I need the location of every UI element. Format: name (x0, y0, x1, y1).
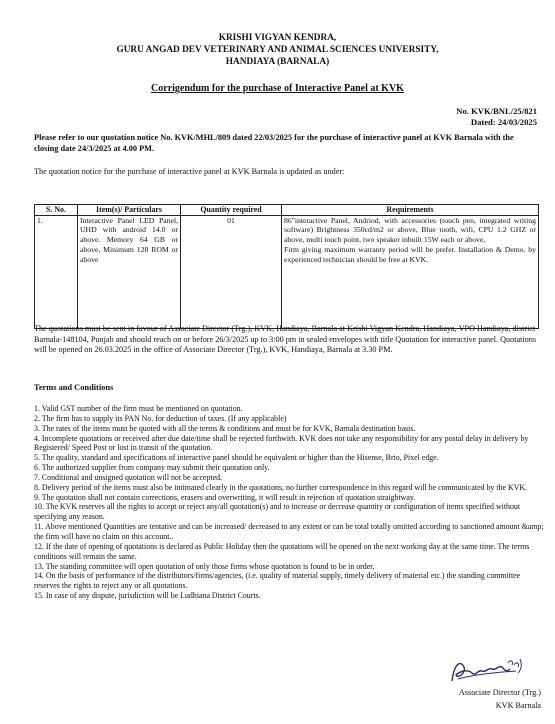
term-item: 6. The authorized supplier from company may submit their quotation only. (34, 463, 270, 473)
term-item: 4. Incomplete quotations or received after due date/time shall be rejected forthwith. KVK does not take any responsibility for any postal delay in delivery by Registered/ Speed Post or lost in transit of the quotation. (34, 433, 529, 453)
org-name: KRISHI VIGYAN KENDRA, (218, 33, 337, 43)
table-header-row (35, 205, 539, 216)
term-item: 13. The standing committee will open quotation of only those firms whose quotation is found to be in order. (34, 561, 375, 571)
term-item: 11. Above mentioned Quantities are tentative and can be increased/ decreased to any extent or can be total totally omitted according to sanctioned amount &amp; the firm will have no claim on this account.. (34, 522, 544, 541)
cell-item: Interactive Panel LED Panel, UHD with android 14.0 or above. Memory 64 GB or above, Minimum 128 ROM or above (78, 215, 181, 328)
term-item: 10. The KVK reserves all the rights to accept or reject any/all quotation(s) and to increase or decrease quantity or configuration of items specified without specifying any reason. (34, 502, 521, 522)
term-item: 8. Delivery period of the items must also be intimated clearly in the quotations, no further correspondence in this regard will be communicated by the KVK. (34, 482, 528, 492)
page-title: Corrigendum for the purchase of Interactive Panel at KVK (151, 83, 404, 94)
table-row (35, 215, 539, 328)
reference-number: No. KVK/BNL/25/821 (456, 106, 537, 116)
term-item: 9. The quotation shall not contain corrections, erasers and overwriting, it will result in rejection of quotation straightway. (34, 492, 416, 502)
intro-paragraph: Please refer to our quotation notice No. KVK/MHL/809 dated 22/03/2025 for the purchase of interactive panel at KVK Barnala with the closing date 24/3/2025 at 4.00 PM. (34, 133, 514, 153)
handwritten-signature (446, 655, 526, 689)
terms-list (34, 404, 544, 601)
update-paragraph: The quotation notice for the purchase of interactive panel at KVK Barnala is updated as under: (34, 167, 345, 176)
location-name: HANDIAYA (BARNALA) (225, 57, 330, 67)
term-item: 2. The firm has to supply its PAN No. for deduction of taxes. (If any applicable) (34, 413, 287, 423)
requirements-spec: 86"interactive Panel, Andriod, with accessories (touch pen, integrated writing software) Brightness 350cd/m2 or above, Blue tooth, wifi, CPU 1.2 GHZ or above, multi touch point, two speaker inbuilt 15W each or above, (284, 215, 536, 245)
col-header-qty: Quantity required (181, 205, 282, 216)
col-header-sno: S. No. (35, 205, 78, 216)
term-item: 14. On the basis of performance of the distributors/firms/agencies, (i.e. quality of material supply, timely delivery of material etc.) the standing committee reserves the rights to reject any or all quotations. (34, 571, 521, 591)
submission-paragraph: The quotations must be sent in favour of Associate Director (Trg.), KVK, Handiaya, Barnala at Krishi Vigyan Kendra, Handiaya, VPO Handiaya, district Barnala-148104, Punjab and should reach on or before 26/3/2025 up to 3:00 pm in sealed envelopes with title Quotation for interactive panel. Quotations will be opened on 26.03.2025 in the office of Associate Director (Trg.), KVK, Handiaya, Barnala at 3.30 PM. (34, 324, 537, 355)
cell-requirements (282, 215, 539, 328)
signatory-place: KVK Barnala (495, 701, 541, 710)
university-name: GURU ANGAD DEV VETERINARY AND ANIMAL SCIENCES UNIVERSITY, (116, 45, 439, 55)
cell-qty: 01 (181, 215, 282, 328)
term-item: 12. If the date of opening of quotations is declared as Public Holiday then the quotations will be opened on the next working day at the same time. The terms conditions will remain the same. (34, 541, 530, 561)
col-header-item: Item(s)/ Particulars (78, 205, 181, 216)
term-item: 5. The quality, standard and specifications of interactive panel should be equivalent or higher than the Hisense, Brio, Pixel edge. (34, 453, 439, 463)
term-item: 7. Conditional and unsigned quotation will not be accepted. (34, 472, 223, 482)
signatory-designation: Associate Director (Trg.) (458, 688, 541, 697)
term-item: 1. Valid GST number of the firm must be mentioned on quotation. (34, 404, 243, 413)
term-item: 15. In case of any dispute, jurisdiction will be Ludhiana District Courts. (34, 591, 261, 601)
col-header-requirements: Requirements (282, 205, 539, 216)
items-table (34, 204, 539, 329)
terms-heading: Terms and Conditions (34, 383, 114, 392)
document-date: Dated: 24/03/2025 (470, 117, 537, 127)
cell-sno: 1. (35, 215, 78, 328)
requirements-warranty: Firm giving maximum warranty period will be prefer. Installation & Demo. by experienced technician should be free at KVK. (284, 244, 536, 264)
term-item: 3. The rates of the items must be quoted with all the terms & conditions and must be for KVK, Barnala destination basis. (34, 423, 416, 433)
